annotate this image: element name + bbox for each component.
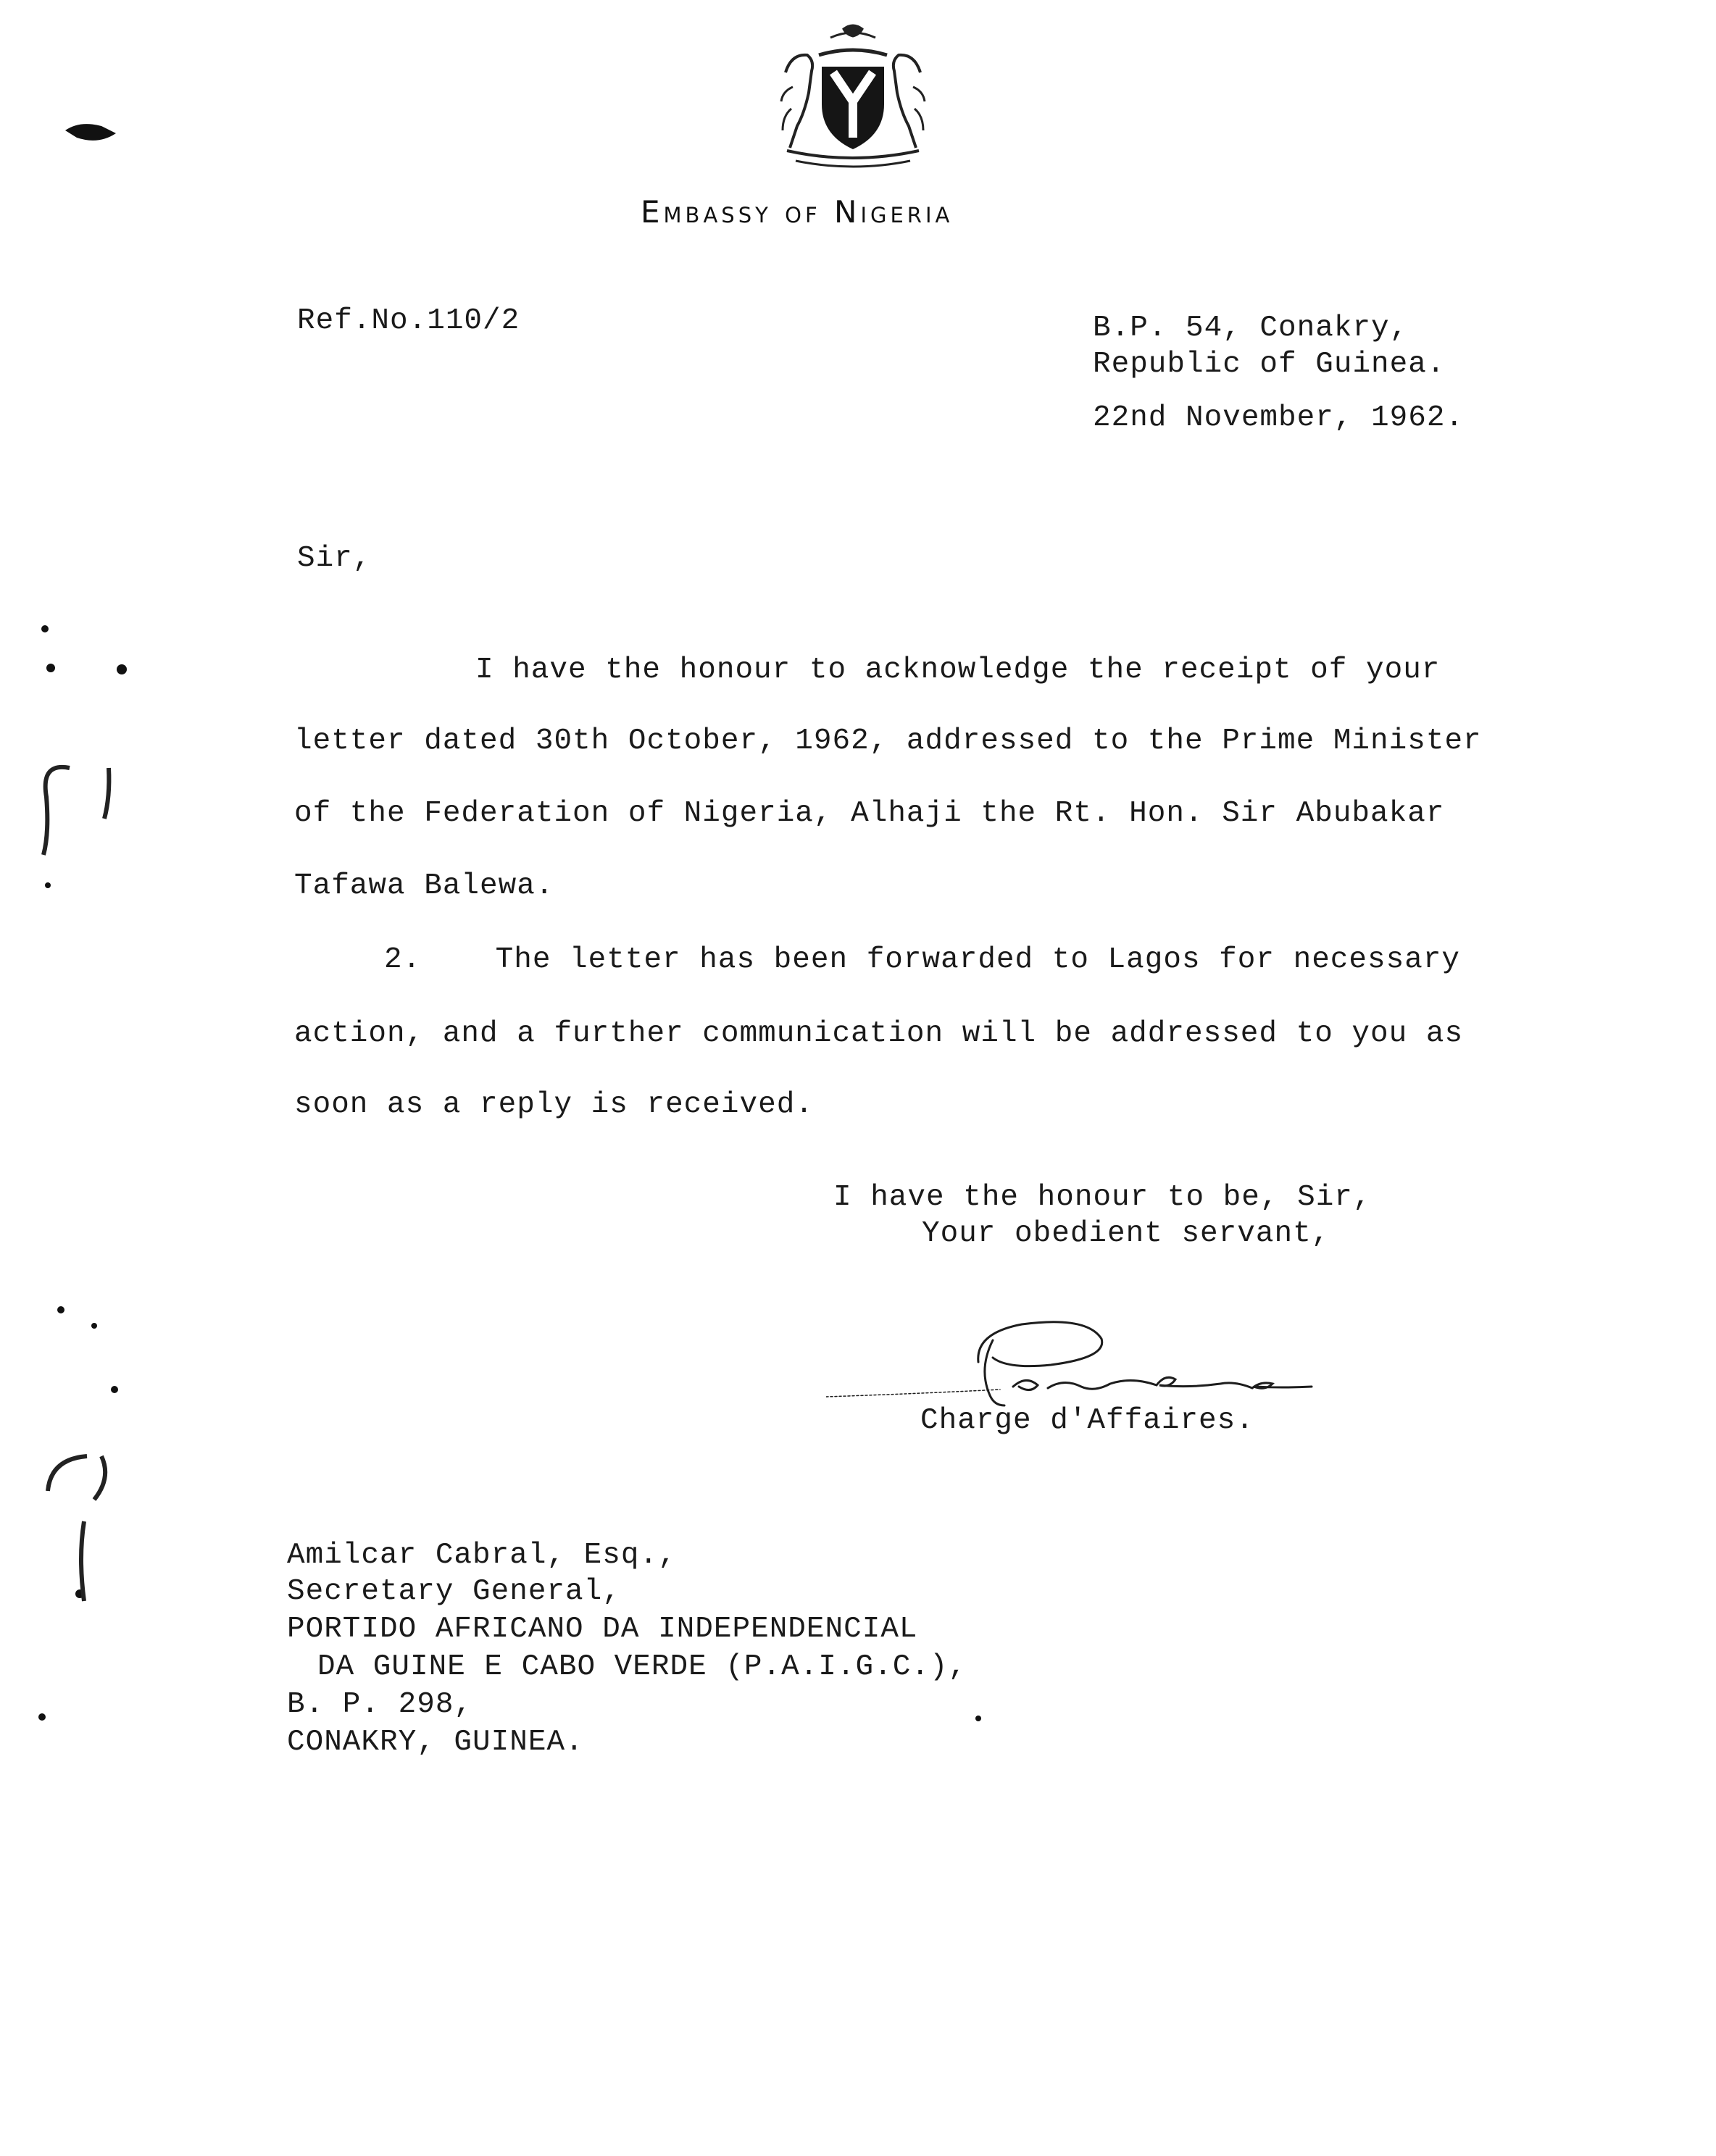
sender-address-line-2: Republic of Guinea. (1093, 348, 1446, 381)
body-paragraph-1-line: I have the honour to acknowledge the receipt of your (475, 653, 1441, 687)
recipient-address-line: CONAKRY, GUINEA. (287, 1726, 584, 1759)
reference-number: Ref.No.110/2 (297, 304, 520, 338)
body-paragraph-2-line: soon as a reply is received. (294, 1088, 814, 1121)
letterhead-title: Embassy of Nigeria (641, 194, 954, 230)
body-paragraph-2-line: 2. The letter has been forwarded to Lagos for necessary (384, 943, 1461, 977)
recipient-address-line: B. P. 298, (287, 1688, 473, 1721)
letter-date: 22nd November, 1962. (1093, 401, 1465, 435)
closing-line-2: Your obedient servant, (922, 1217, 1330, 1250)
signatory-title: Charge d'Affaires. (920, 1404, 1254, 1437)
body-paragraph-1-line: Tafawa Balewa. (294, 869, 554, 903)
salutation: Sir, (297, 542, 372, 575)
body-paragraph-1-line: of the Federation of Nigeria, Alhaji the Rt. Hon. Sir Abubakar (294, 797, 1445, 830)
recipient-address-line: Amilcar Cabral, Esq., (287, 1539, 677, 1572)
recipient-address-line: Secretary General, (287, 1575, 621, 1608)
body-paragraph-2-line: action, and a further communication will be addressed to you as (294, 1017, 1464, 1050)
body-paragraph-1-line: letter dated 30th October, 1962, addressed to the Prime Minister (294, 724, 1482, 758)
recipient-address-line: DA GUINE E CABO VERDE (P.A.I.G.C.), (317, 1650, 967, 1684)
recipient-address-line: PORTIDO AFRICANO DA INDEPENDENCIAL (287, 1613, 918, 1646)
closing-line-1: I have the honour to be, Sir, (833, 1181, 1372, 1214)
coat-of-arms-icon (771, 22, 935, 174)
sender-address-line-1: B.P. 54, Conakry, (1093, 312, 1409, 345)
